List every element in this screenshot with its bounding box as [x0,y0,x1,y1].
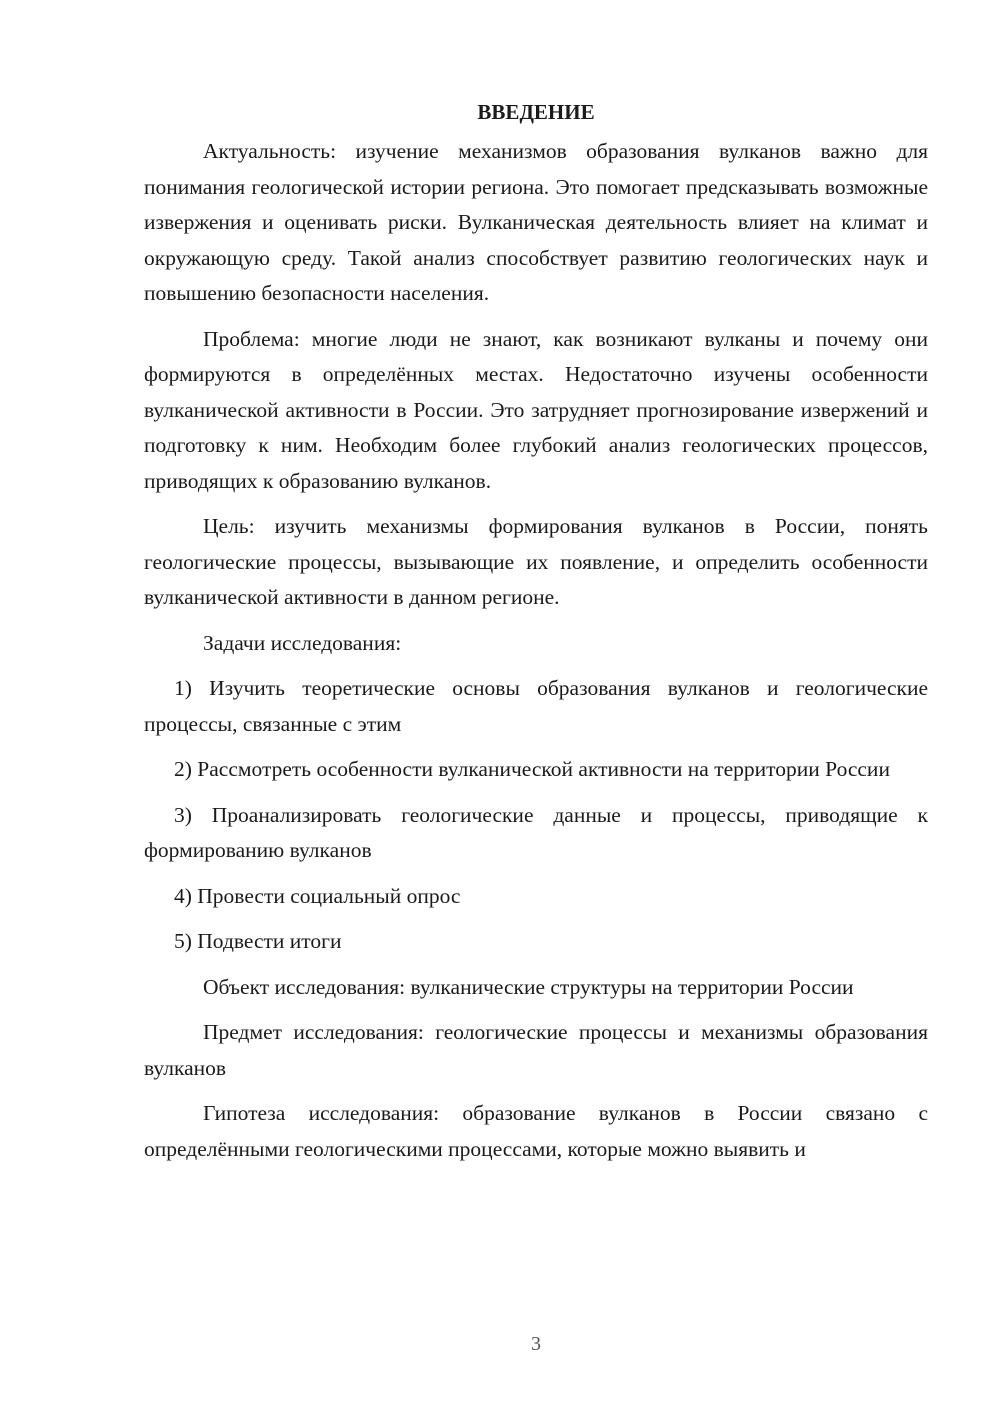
subject-paragraph: Предмет исследования: геологические процессы и механизмы образования вулканов [144,1020,928,1080]
list-item: 5) Подвести итоги [174,929,342,953]
document-page [144,94,928,1177]
page-number: 3 [531,1333,541,1355]
list-item: 2) Рассмотреть особенности вулканической активности на территории России [174,757,890,781]
object-paragraph: Объект исследования: вулканические структуры на территории России [203,974,854,999]
tasks-heading: Задачи исследования: [203,630,402,655]
page-title: ВВЕДЕНИЕ [477,100,595,124]
hypothesis-paragraph: Гипотеза исследования: образование вулканов в России связано с определёнными геологическими процессами, которые можно выявить и [144,1101,928,1161]
list-item: 3) Проанализировать геологические данные и процессы, приводящие к формированию вулканов [144,802,928,862]
problem-paragraph: Проблема: многие люди не знают, как возникают вулканы и почему они формируются в определённых местах. Недостаточно изучены особенности вулканической активности в России. Это затрудняет прогнозирование извержений и подготовку к ним. Необходим более глубокий анализ геологических процессов, приводящих к образованию вулканов. [144,326,928,493]
relevance-paragraph: Актуальность: изучение механизмов образования вулканов важно для понимания геологической истории региона. Это помогает предсказывать возможные извержения и оценивать риски. Вулканическая деятельность влияет на климат и окружающую среду. Такой анализ способствует развитию геологических наук и повышению безопасности населения. [144,139,928,305]
list-item: 1) Изучить теоретические основы образования вулканов и геологические процессы, связанные с этим [144,676,928,736]
list-item: 4) Провести социальный опрос [174,883,461,908]
tasks-list [144,671,928,960]
goal-paragraph: Цель: изучить механизмы формирования вулканов в России, понять геологические процессы, вызывающие их появление, и определить особенности вулканической активности в данном регионе. [144,514,928,609]
